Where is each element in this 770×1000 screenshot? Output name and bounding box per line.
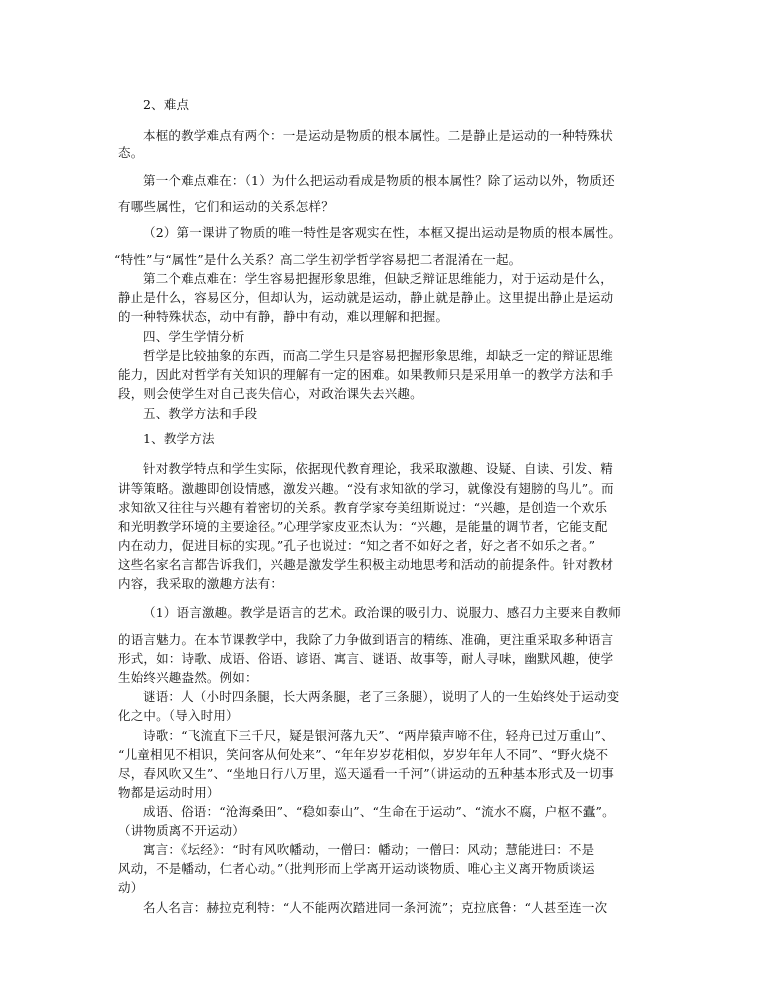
paragraph-line: 和光明教学环境的主要途径。”心理学家皮亚杰认为：“兴趣，是能量的调节者，它能支配 bbox=[118, 519, 608, 534]
heading-student-analysis: 四、学生学情分析 bbox=[143, 329, 245, 344]
paragraph-line: 的一种特殊状态，动中有静，静中有动，难以理解和把握。 bbox=[118, 309, 449, 324]
paragraph-line: 静止是什么，容易区分，但却认为，运动就是运动，静止就是静止。这里提出静止是运动 bbox=[118, 290, 614, 305]
paragraph-line: 诗歌：“飞流直下三千尺，疑是银河落九天”、“两岸猿声啼不住，轻舟已过万重山”、 bbox=[143, 728, 614, 743]
paragraph-line: 内在动力，促进目标的实现。”孔子也说过：“知之者不如好之者，好之者不如乐之者。” bbox=[118, 538, 596, 553]
paragraph-line: 本框的教学难点有两个：一是运动是物质的根本属性。二是静止是运动的一种特殊状 bbox=[143, 128, 613, 143]
paragraph-line: 求知欲又往往与兴趣有着密切的关系。教育学家夸美纽斯说过：“兴趣，是创造一个欢乐 bbox=[118, 500, 608, 515]
heading-difficulty: 2、难点 bbox=[143, 97, 190, 112]
paragraph-line: 动） bbox=[118, 880, 144, 895]
paragraph-line: 名人名言：赫拉克利特：“人不能两次踏进同一条河流”；克拉底鲁：“人甚至连一次 bbox=[143, 900, 608, 915]
paragraph-line: 哲学是比较抽象的东西，而高二学生只是容易把握形象思维，却缺乏一定的辩证思维 bbox=[143, 348, 613, 363]
paragraph-line: 段，则会使学生对自己丧失信心，对政治课失去兴趣。 bbox=[118, 386, 423, 401]
paragraph-line: 谜语：人（小时四条腿，长大两条腿，老了三条腿），说明了人的一生始终处于运动变 bbox=[143, 689, 620, 704]
paragraph-line: “特性”与“属性”是什么关系？高二学生初学哲学容易把二者混淆在一起。 bbox=[114, 252, 522, 267]
paragraph-line: 物都是运动时用） bbox=[118, 785, 220, 800]
paragraph-line: 第二个难点难在：学生容易把握形象思维，但缺乏辩证思维能力，对于运动是什么， bbox=[143, 271, 613, 286]
paragraph-line: 风动，不是幡动，仁者心动。”（批判形而上学离开运动谈物质、唯心主义离开物质谈运 bbox=[118, 861, 595, 876]
paragraph-line: （2）第一课讲了物质的唯一特性是客观实在性，本框又提出运动是物质的根本属性。 bbox=[143, 225, 622, 240]
paragraph-line: 能力，因此对哲学有关知识的理解有一定的困难。如果教师只是采用单一的教学方法和手 bbox=[118, 367, 614, 382]
heading-teaching-method: 1、教学方法 bbox=[143, 431, 215, 446]
heading-methods: 五、教学方法和手段 bbox=[143, 406, 258, 421]
paragraph-line: 这些名家名言都告诉我们，兴趣是激发学生积极主动地思考和活动的前提条件。针对教材 bbox=[118, 557, 614, 572]
paragraph-line: 针对教学特点和学生实际，依据现代教育理论，我采取激趣、设疑、自读、引发、精 bbox=[143, 461, 613, 476]
paragraph-line: 态。 bbox=[118, 145, 144, 160]
paragraph-line: 化之中。（导入时用） bbox=[118, 708, 239, 723]
paragraph-line: “儿童相见不相识，笑问客从何处来”、“年年岁岁花相似，岁岁年年人不同”、“野火烧不 bbox=[118, 747, 609, 762]
paragraph-line: 讲等策略。激趣即创设情感，激发兴趣。“没有求知欲的学习，就像没有翅膀的鸟儿”。而 bbox=[118, 481, 614, 496]
paragraph-line: 有哪些属性，它们和运动的关系怎样？ bbox=[118, 199, 334, 214]
paragraph-line: 形式，如：诗歌、成语、俗语、谚语、寓言、谜语、故事等，耐人寻味，幽默风趣，使学 bbox=[118, 651, 614, 666]
paragraph-line: 成语、俗语：“沧海桑田”、“稳如泰山”、“生命在于运动”、“流水不腐，户枢不蠹”。 bbox=[143, 804, 615, 819]
paragraph-line: 内容，我采取的激趣方法有： bbox=[118, 576, 284, 591]
paragraph-line: （1）语言激趣。教学是语言的艺术。政治课的吸引力、说服力、感召力主要来自教师 bbox=[143, 605, 622, 620]
paragraph-line: 的语言魅力。在本节课教学中，我除了力争做到语言的精练、准确，更注重采取多种语言 bbox=[118, 632, 614, 647]
paragraph-line: 第一个难点难在：（1）为什么把运动看成是物质的根本属性？除了运动以外，物质还 bbox=[143, 173, 615, 188]
paragraph-line: 生始终兴趣盎然。例如： bbox=[118, 670, 258, 685]
paragraph-line: 寓言：《坛经》：“时有风吹幡动，一僧曰：幡动；一僧曰：风动；慧能进曰：不是 bbox=[143, 842, 595, 857]
paragraph-line: （讲物质离不开运动） bbox=[118, 823, 246, 838]
paragraph-line: 尽，春风吹又生”、“坐地日行八万里，巡天遥看一千河”（讲运动的五种基本形式及一切事 bbox=[118, 766, 615, 781]
